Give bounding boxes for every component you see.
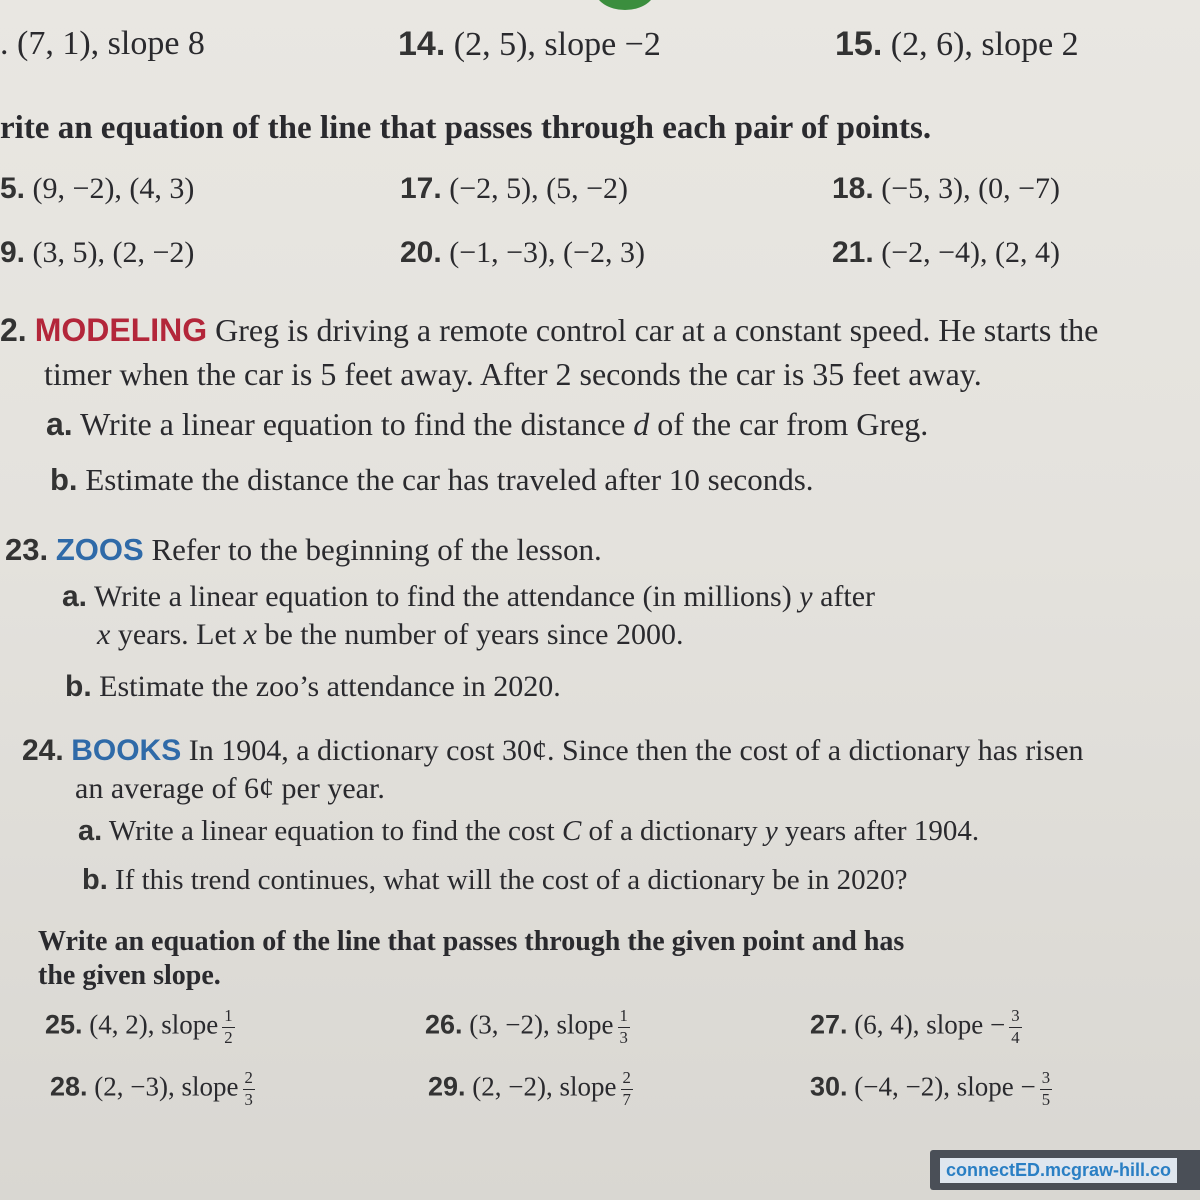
problem-27: 27. (6, 4), slope − $\frac{3}{4}$ [810,1006,1020,1047]
problem-22-line1: 2. MODELING Greg is driving a remote control car at a constant speed. He starts the [0,312,1099,348]
section-header-slope-line2: the given slope. [38,960,221,991]
problem-14: 14. (2, 5), slope −2 [398,25,661,63]
problem-25: 25. (4, 2), slope $\frac{1}{2}$ [45,1006,233,1047]
problem-30: 30. (−4, −2), slope − $\frac{3}{5}$ [810,1068,1051,1109]
problem-23a-line2: x years. Let x be the number of years since 2000. [97,618,684,651]
problem-22b: b. Estimate the distance the car has traveled after 10 seconds. [50,462,814,497]
problem-24b: b. If this trend continues, what will the cost of a dictionary be in 2020? [82,864,908,896]
problem-13: . (7, 1), slope 8 [0,25,205,62]
fraction: $\frac{1}{2}$ [224,1006,233,1047]
problem-24-line1: 24. BOOKS In 1904, a dictionary cost 30¢. Since then the cost of a dictionary has risen [22,734,1084,767]
books-label: BOOKS [71,734,182,767]
fraction: $\frac{2}{3}$ [244,1068,253,1109]
problem-23b: b. Estimate the zoo’s attendance in 2020. [65,670,561,703]
problem-15: 15. (2, 6), slope 2 [835,25,1079,63]
problem-28: 28. (2, −3), slope $\frac{2}{3}$ [50,1068,253,1109]
connected-footer-bar [930,1150,1200,1190]
problem-16: 5. (9, −2), (4, 3) [0,172,195,205]
problem-23a: a. Write a linear equation to find the attendance (in millions) y after [62,580,876,613]
fraction: $\frac{2}{7}$ [622,1068,631,1109]
connected-link[interactable]: connectED.mcgraw-hill.co [940,1158,1177,1183]
section-header-pairs: rite an equation of the line that passes through each pair of points. [0,110,932,146]
problem-26: 26. (3, −2), slope $\frac{1}{3}$ [425,1006,628,1047]
problem-24a: a. Write a linear equation to find the cost C of a dictionary y years after 1904. [78,815,980,847]
problem-17: 17. (−2, 5), (5, −2) [400,172,629,205]
problem-24-line2: an average of 6¢ per year. [75,772,385,805]
fraction: $\frac{1}{3}$ [619,1006,628,1047]
fraction: $\frac{3}{5}$ [1041,1068,1051,1109]
problem-29: 29. (2, −2), slope $\frac{2}{7}$ [428,1068,631,1109]
problem-21: 21. (−2, −4), (2, 4) [832,236,1061,269]
problem-23-line1: 23. ZOOS Refer to the beginning of the lesson. [5,532,602,567]
fraction: $\frac{3}{4}$ [1011,1006,1020,1047]
green-marker-shape [595,0,655,10]
zoos-label: ZOOS [55,532,144,567]
problem-20: 20. (−1, −3), (−2, 3) [400,236,645,269]
section-header-slope-line1: Write an equation of the line that passes through the given point and has [38,926,905,957]
modeling-label: MODELING [34,312,208,348]
problem-22a: a. Write a linear equation to find the distance d of the car from Greg. [46,406,929,442]
problem-18: 18. (−5, 3), (0, −7) [832,172,1061,205]
problem-19: 9. (3, 5), (2, −2) [0,236,195,269]
problem-22-line2: timer when the car is 5 feet away. After 2 seconds the car is 35 feet away. [44,356,982,392]
